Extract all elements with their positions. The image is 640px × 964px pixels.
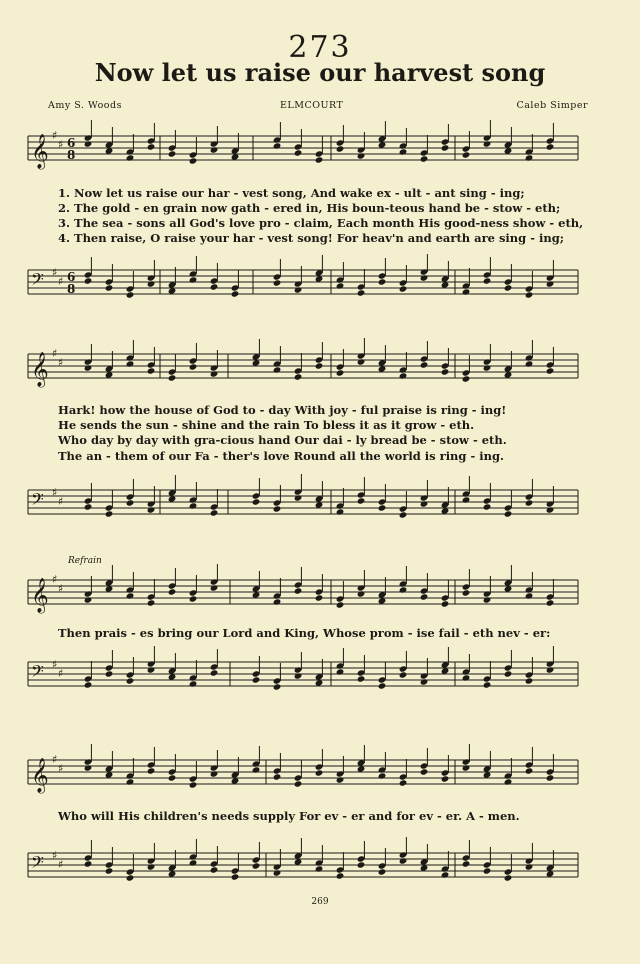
note-head bbox=[210, 866, 219, 873]
note-head bbox=[273, 505, 282, 512]
note-head bbox=[399, 857, 408, 864]
note-head bbox=[504, 284, 513, 291]
note-head bbox=[378, 278, 387, 285]
bass-clef-icon: 𝄢 bbox=[31, 852, 44, 876]
note-head bbox=[420, 768, 429, 775]
note-head bbox=[420, 274, 429, 281]
note-head bbox=[168, 374, 177, 381]
note-head bbox=[525, 499, 534, 506]
lyric-system-1-verse-1: 1. Now let us raise our har - vest song, And wake ex - ult - ant sing - ing; bbox=[58, 186, 525, 200]
sharp-icon: ♯ bbox=[58, 495, 64, 508]
note-head bbox=[294, 494, 303, 501]
note-head bbox=[273, 683, 282, 690]
sharp-icon: ♯ bbox=[58, 667, 64, 680]
note-head bbox=[189, 502, 198, 509]
note-head bbox=[126, 154, 135, 161]
note-head bbox=[84, 681, 93, 688]
bass-clef-icon: 𝄢 bbox=[31, 269, 44, 293]
note-head bbox=[504, 778, 513, 785]
note-head bbox=[273, 279, 282, 286]
note-head bbox=[546, 666, 555, 673]
sharp-icon: ♯ bbox=[58, 275, 64, 288]
note-head bbox=[420, 155, 429, 162]
treble-clef-icon: 𝄞 bbox=[31, 134, 49, 169]
note-head bbox=[483, 140, 492, 147]
note-head bbox=[147, 599, 156, 606]
note-head bbox=[357, 289, 366, 296]
note-head bbox=[147, 666, 156, 673]
note-head bbox=[378, 868, 387, 875]
treble-staff-system-4 bbox=[0, 752, 640, 802]
note-head bbox=[546, 280, 555, 287]
note-head bbox=[399, 586, 408, 593]
note-head bbox=[147, 367, 156, 374]
note-head bbox=[420, 500, 429, 507]
note-head bbox=[210, 584, 219, 591]
note-head bbox=[126, 874, 135, 881]
note-head bbox=[210, 770, 219, 777]
treble-staff-system-3 bbox=[0, 572, 640, 622]
note-head bbox=[273, 142, 282, 149]
treble-staff-system-1 bbox=[0, 128, 640, 178]
note-head bbox=[84, 596, 93, 603]
note-head bbox=[189, 157, 198, 164]
sharp-icon: ♯ bbox=[52, 658, 58, 671]
note-head bbox=[231, 290, 240, 297]
note-head bbox=[441, 144, 450, 151]
note-head bbox=[420, 678, 429, 685]
note-head bbox=[357, 861, 366, 868]
note-head bbox=[84, 503, 93, 510]
note-head bbox=[336, 776, 345, 783]
bass-clef-icon: 𝄢 bbox=[31, 661, 44, 685]
lyric-system-2-verse-2: He sends the sun - shine and the rain To bless it as it grow - eth. bbox=[58, 418, 475, 432]
sharp-icon: ♯ bbox=[58, 762, 64, 775]
hymn-number: 273 bbox=[288, 30, 352, 65]
note-head bbox=[357, 358, 366, 365]
sharp-icon: ♯ bbox=[58, 858, 64, 871]
note-head bbox=[357, 590, 366, 597]
note-head bbox=[525, 154, 534, 161]
sharp-icon: ♯ bbox=[52, 129, 58, 142]
note-head bbox=[525, 863, 534, 870]
lyric-system-2-verse-4: The an - them of our Fa - ther's love Round all the world is ring - ing. bbox=[58, 449, 505, 463]
bass-staff-system-4 bbox=[0, 845, 640, 895]
time-signature-top: 6 bbox=[67, 136, 76, 150]
note-head bbox=[441, 600, 450, 607]
note-head bbox=[546, 774, 555, 781]
note-head bbox=[420, 361, 429, 368]
note-head bbox=[168, 150, 177, 157]
bass-clef-icon: 𝄢 bbox=[31, 489, 44, 513]
note-head bbox=[462, 860, 471, 867]
note-head bbox=[483, 681, 492, 688]
note-head bbox=[315, 362, 324, 369]
note-head bbox=[189, 680, 198, 687]
note-head bbox=[147, 143, 156, 150]
note-head bbox=[210, 146, 219, 153]
note-head bbox=[399, 779, 408, 786]
note-head bbox=[399, 372, 408, 379]
note-head bbox=[126, 677, 135, 684]
note-head bbox=[525, 677, 534, 684]
note-head bbox=[462, 496, 471, 503]
note-head bbox=[357, 497, 366, 504]
note-head bbox=[399, 511, 408, 518]
note-head bbox=[504, 510, 513, 517]
lyric-system-1-verse-3: 3. The sea - sons all God's love pro - claim, Each month His good-ness show - eth, bbox=[58, 216, 584, 230]
note-head bbox=[84, 140, 93, 147]
bass-staff-system-1 bbox=[0, 262, 640, 312]
note-head bbox=[483, 596, 492, 603]
composer-credit: Caleb Simper bbox=[516, 100, 588, 111]
author-credit: Amy S. Woods bbox=[48, 100, 122, 111]
note-head bbox=[336, 668, 345, 675]
note-head bbox=[336, 872, 345, 879]
note-head bbox=[189, 276, 198, 283]
refrain-label: Refrain bbox=[68, 556, 102, 566]
note-head bbox=[126, 778, 135, 785]
note-head bbox=[462, 589, 471, 596]
note-head bbox=[546, 143, 555, 150]
note-head bbox=[84, 277, 93, 284]
note-head bbox=[483, 867, 492, 874]
page-number: 269 bbox=[311, 897, 329, 907]
note-head bbox=[294, 373, 303, 380]
note-head bbox=[231, 873, 240, 880]
note-head bbox=[546, 599, 555, 606]
sharp-icon: ♯ bbox=[52, 849, 58, 862]
note-head bbox=[147, 767, 156, 774]
note-head bbox=[210, 509, 219, 516]
note-head bbox=[189, 363, 198, 370]
note-head bbox=[210, 283, 219, 290]
lyric-system-4: Who will His children's needs supply For ev - er and for ev - er. A - men. bbox=[58, 809, 520, 823]
hymn-title: Now let us raise our harvest song bbox=[94, 58, 546, 87]
note-head bbox=[105, 284, 114, 291]
note-head bbox=[357, 675, 366, 682]
treble-clef-icon: 𝄞 bbox=[31, 758, 49, 793]
lyric-system-2-verse-1: Hark! how the house of God to - day With joy - ful praise is ring - ing! bbox=[58, 403, 507, 417]
note-head bbox=[294, 672, 303, 679]
note-head bbox=[420, 593, 429, 600]
note-head bbox=[294, 149, 303, 156]
sharp-icon: ♯ bbox=[52, 266, 58, 279]
sharp-icon: ♯ bbox=[52, 347, 58, 360]
note-head bbox=[189, 859, 198, 866]
note-head bbox=[252, 498, 261, 505]
note-head bbox=[126, 360, 135, 367]
note-head bbox=[147, 863, 156, 870]
sharp-icon: ♯ bbox=[58, 582, 64, 595]
note-head bbox=[252, 862, 261, 869]
lyric-system-1-verse-4: 4. Then raise, O raise your har - vest song! For heav'n and earth are sing - ing; bbox=[58, 231, 564, 245]
sharp-icon: ♯ bbox=[52, 753, 58, 766]
note-head bbox=[336, 601, 345, 608]
note-head bbox=[504, 670, 513, 677]
note-head bbox=[294, 780, 303, 787]
note-head bbox=[525, 767, 534, 774]
note-head bbox=[336, 369, 345, 376]
note-head bbox=[84, 364, 93, 371]
note-head bbox=[126, 592, 135, 599]
note-head bbox=[462, 375, 471, 382]
lyric-system-1-verse-2: 2. The gold - en grain now gath - ered in, His boun-teous hand be - stow - eth; bbox=[58, 201, 561, 215]
note-head bbox=[126, 291, 135, 298]
note-head bbox=[210, 669, 219, 676]
note-head bbox=[105, 670, 114, 677]
note-head bbox=[252, 766, 261, 773]
note-head bbox=[210, 370, 219, 377]
note-head bbox=[189, 781, 198, 788]
note-head bbox=[147, 506, 156, 513]
note-head bbox=[273, 598, 282, 605]
note-head bbox=[399, 285, 408, 292]
note-head bbox=[525, 360, 534, 367]
note-head bbox=[252, 676, 261, 683]
tune-name: ELMCOURT bbox=[280, 100, 344, 111]
note-head bbox=[399, 148, 408, 155]
note-head bbox=[168, 774, 177, 781]
note-head bbox=[147, 280, 156, 287]
note-head bbox=[525, 592, 534, 599]
treble-clef-icon: 𝄞 bbox=[31, 578, 49, 613]
sharp-icon: ♯ bbox=[58, 138, 64, 151]
note-head bbox=[336, 145, 345, 152]
sharp-icon: ♯ bbox=[52, 573, 58, 586]
note-head bbox=[483, 277, 492, 284]
note-head bbox=[399, 671, 408, 678]
note-head bbox=[462, 288, 471, 295]
bass-staff-system-2 bbox=[0, 482, 640, 532]
note-head bbox=[168, 588, 177, 595]
treble-clef-icon: 𝄞 bbox=[31, 352, 49, 387]
time-signature-bottom: 8 bbox=[67, 148, 76, 162]
note-head bbox=[336, 508, 345, 515]
note-head bbox=[294, 587, 303, 594]
note-head bbox=[357, 152, 366, 159]
note-head bbox=[105, 867, 114, 874]
note-head bbox=[462, 674, 471, 681]
note-head bbox=[189, 595, 198, 602]
note-head bbox=[105, 510, 114, 517]
sharp-icon: ♯ bbox=[52, 486, 58, 499]
note-head bbox=[378, 772, 387, 779]
note-head bbox=[483, 364, 492, 371]
note-head bbox=[441, 368, 450, 375]
note-head bbox=[378, 504, 387, 511]
note-head bbox=[315, 594, 324, 601]
note-head bbox=[273, 869, 282, 876]
note-head bbox=[525, 291, 534, 298]
note-head bbox=[84, 764, 93, 771]
note-head bbox=[462, 764, 471, 771]
treble-staff-system-2 bbox=[0, 346, 640, 396]
note-head bbox=[84, 860, 93, 867]
note-head bbox=[441, 775, 450, 782]
note-head bbox=[273, 773, 282, 780]
note-head bbox=[273, 366, 282, 373]
note-head bbox=[483, 503, 492, 510]
note-head bbox=[462, 151, 471, 158]
note-head bbox=[126, 499, 135, 506]
note-head bbox=[378, 682, 387, 689]
note-head bbox=[315, 769, 324, 776]
note-head bbox=[294, 286, 303, 293]
time-signature-top: 6 bbox=[67, 270, 76, 284]
note-head bbox=[546, 506, 555, 513]
bass-staff-system-3 bbox=[0, 654, 640, 704]
note-head bbox=[315, 156, 324, 163]
note-head bbox=[546, 367, 555, 374]
lyric-system-3: Then prais - es bring our Lord and King, Whose prom - ise fail - eth nev - er: bbox=[58, 626, 551, 640]
time-signature-bottom: 8 bbox=[67, 282, 76, 296]
note-head bbox=[441, 871, 450, 878]
note-head bbox=[315, 865, 324, 872]
lyric-system-2-verse-3: Who day by day with gra-cious hand Our dai - ly bread be - stow - eth. bbox=[58, 433, 507, 447]
note-head bbox=[336, 282, 345, 289]
note-head bbox=[504, 874, 513, 881]
sharp-icon: ♯ bbox=[58, 356, 64, 369]
